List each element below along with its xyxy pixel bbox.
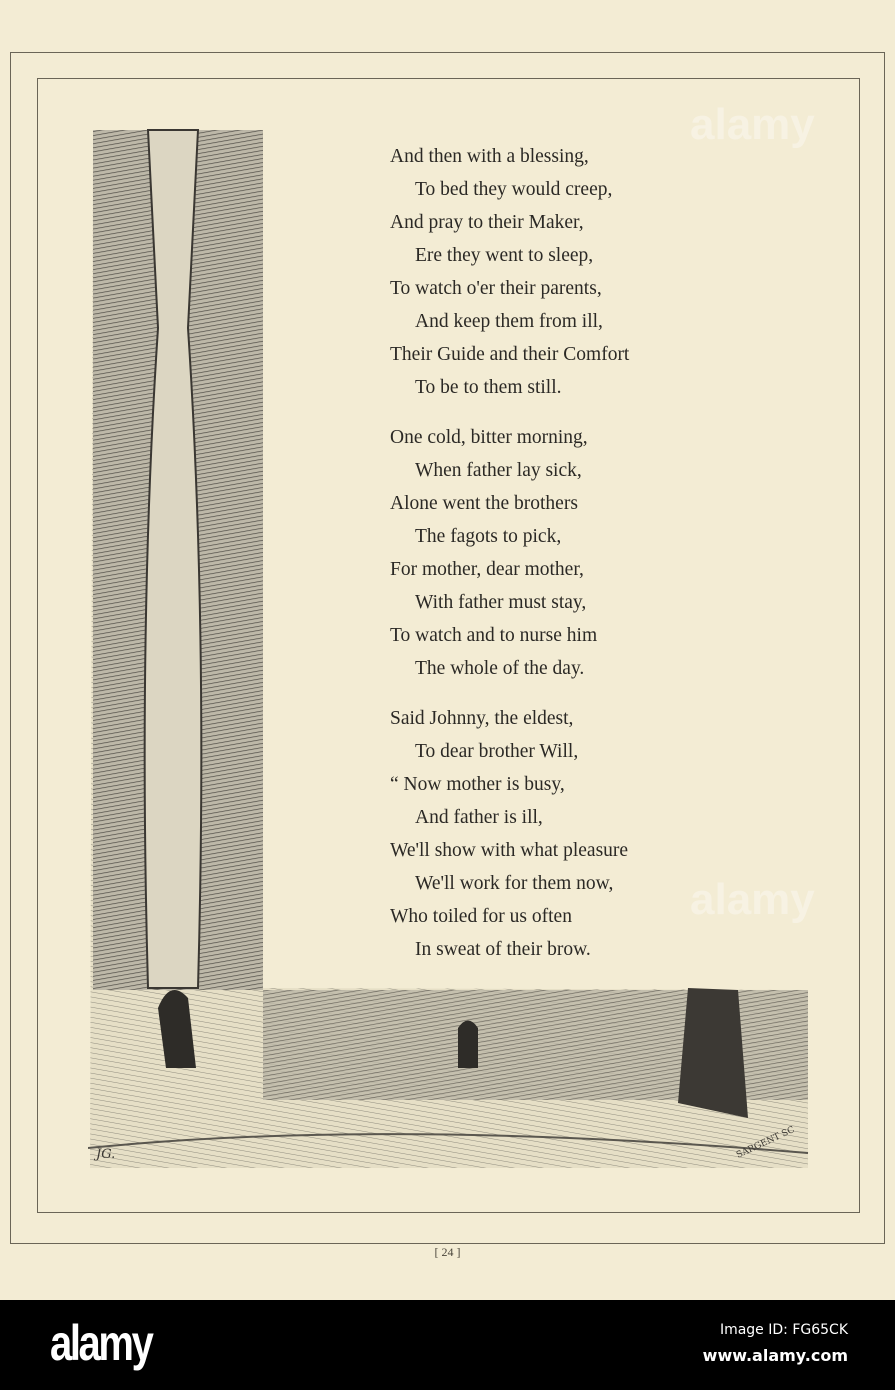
poem-line: To watch o'er their parents, (390, 278, 602, 299)
poem-line: And pray to their Maker, (390, 212, 584, 233)
poem-line: Alone went the brothers (390, 493, 578, 514)
poem-line: Who toiled for us often (390, 906, 572, 927)
poem (390, 140, 629, 983)
artist-monogram: JG. (96, 1147, 116, 1162)
watermark: alamy (690, 875, 815, 924)
poem-line: We'll work for them now, (415, 873, 614, 894)
poem-line: In sweat of their brow. (415, 939, 591, 960)
image-id: Image ID: FG65CK (719, 1322, 848, 1338)
poem-line: For mother, dear mother, (390, 559, 584, 580)
alamy-logo: alamy (50, 1315, 152, 1371)
poem-line: When father lay sick, (415, 460, 582, 481)
poem-line: Their Guide and their Comfort (390, 344, 630, 365)
stock-footer (0, 1300, 895, 1390)
site-link[interactable]: www.alamy.com (702, 1346, 848, 1365)
poem-line: One cold, bitter morning, (390, 427, 588, 448)
watermark: alamy (690, 100, 815, 149)
poem-line: The whole of the day. (415, 658, 585, 679)
poem-line: To watch and to nurse him (390, 625, 598, 646)
poem-line: To dear brother Will, (415, 741, 579, 762)
poem-line: “ Now mother is busy, (390, 774, 565, 795)
poem-line: To be to them still. (415, 377, 562, 398)
poem-line: Said Johnny, the eldest, (390, 708, 574, 729)
stanza (390, 702, 629, 966)
poem-line: To bed they would creep, (415, 179, 613, 200)
poem-line: With father must stay, (415, 592, 587, 613)
page-number: [ 24 ] (434, 1245, 461, 1259)
poem-line: And father is ill, (415, 807, 543, 828)
poem-line: We'll show with what pleasure (390, 840, 629, 861)
engraver-signature: SARGENT SC (735, 1125, 797, 1161)
poem-line: And then with a blessing, (390, 146, 589, 167)
poem-line: The fagots to pick, (415, 526, 562, 547)
stanza (390, 140, 629, 404)
poem-line: And keep them from ill, (415, 311, 603, 332)
poem-line: Ere they went to sleep, (415, 245, 594, 266)
stanza (390, 421, 629, 685)
